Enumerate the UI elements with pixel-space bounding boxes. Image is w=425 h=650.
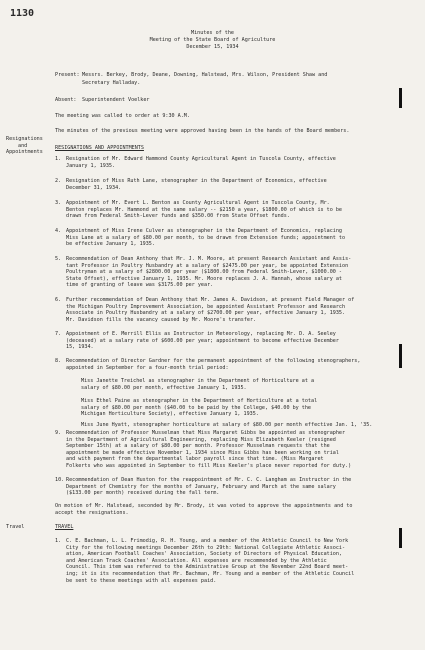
travel-title: TRAVEL	[55, 524, 74, 530]
item-line: drawn from Federal Smith-Lever funds and $350.00 from State Offset funds.	[66, 213, 290, 220]
item-text	[66, 156, 336, 169]
item-number: 1.	[55, 538, 62, 544]
item-line: September 15th) at a salary of $80.00 per month. Professor Musselman requests that the	[66, 443, 330, 450]
section-title: RESIGNATIONS AND APPOINTMENTS	[55, 145, 144, 151]
present-line: Secretary Halladay.	[82, 80, 141, 86]
item-line: Folkerts who was appointed in September to fill Miss Keeler's place never reported for duty.)	[66, 462, 352, 469]
item-text	[66, 228, 345, 248]
item-line: Mr. Davidson fills the vacancy caused by Mr. Moore's transfer.	[66, 316, 257, 323]
binding-mark-top	[399, 88, 402, 108]
item-number: 9.	[55, 430, 62, 436]
item-line: Appointment of Miss Irene Culver as stenographer in the Department of Economics, replacing	[66, 228, 343, 234]
item-text	[66, 297, 354, 323]
item-line: Recommendation of Director Gardner for the permanent appointment of the following stenographers,	[66, 358, 361, 364]
header-line: Meeting of the State Board of Agriculture	[149, 37, 276, 43]
binding-mark-bottom	[399, 528, 402, 548]
item-line: ing; it is its recommendation that Mr. Bachman, Mr. Young and a member of the Athletic Council	[66, 570, 355, 577]
item-line: Council. This item was referred to the Administrative Group at the November 22nd Board meet-	[66, 564, 349, 571]
motion-line: On motion of Mr. Halstead, seconded by Mr. Brody, it was voted to approve the appointments and to	[55, 503, 353, 509]
motion-text	[55, 503, 352, 516]
item-number: 10.	[55, 477, 65, 483]
item-text	[66, 430, 351, 470]
item-line: State Offset), effective January 1, 1935. Mr. Moore replaces J. A. Hannah, whose salary at	[66, 275, 343, 282]
item-line: Miss Janette Treichel as stenographer in the Department of Horticulture at a	[81, 378, 315, 384]
item-line: be effective January 1, 1935.	[66, 241, 155, 248]
item-text	[66, 477, 351, 497]
item-line: City for the following meetings December 26th to 29th: National Collegiate Athletic Associ-	[66, 544, 346, 551]
item-line: 15, 1934.	[66, 344, 94, 351]
item-number: 7.	[55, 331, 62, 337]
item-line: Michigan Horticulture Society), effective January 1, 1935.	[81, 411, 259, 418]
item-line: Miss Ethel Paine as stenographer in the Department of Horticulture at a total	[81, 398, 318, 404]
item-line: Associate in Poultry Husbandry at a salary of $2700.00 per year, effective January 1, 1935.	[66, 310, 346, 317]
present-label: Present:	[55, 72, 80, 78]
page-number: 1130	[10, 8, 35, 19]
item-number: 1.	[55, 156, 62, 162]
called-to-order: The meeting was called to order at 9:30 A.M.	[55, 113, 190, 119]
item-line: appointed in September for a four-month trial period:	[66, 364, 229, 371]
header-line: Minutes of the	[191, 30, 234, 36]
side-heading-resignations	[6, 136, 43, 156]
item-line: Benton replaces Mr. Hammond at the same salary -- $2150 a year, $1800.00 of which is to be	[66, 206, 343, 213]
item8-subitem	[81, 422, 372, 429]
item-text	[66, 256, 351, 289]
item-line: Recommendation of Professor Musselman that Miss Margaret Gibbs be appointed as stenographer	[66, 430, 346, 436]
item-line: and with payment from the departmental labor payroll since that time. (Miss Margaret	[66, 456, 324, 463]
item-line: Department of Chemistry for the months of January, February and March at the same salary	[66, 483, 336, 490]
item-line: appointment be made effective November 1, 1934 since Miss Gibbs has been working on trial	[66, 449, 339, 456]
item-text	[66, 331, 339, 351]
item-line: ation, American Football Coaches' Association, Society of Directors of Physical Education,	[66, 551, 343, 558]
item-line: salary of $80.00 per month ($40.00 to be paid by the College, $40.00 by the	[81, 404, 312, 411]
item-line: January 1, 1935.	[66, 162, 116, 169]
item-line: Further recommendation of Dean Anthony that Mr. James A. Davidson, at present Field Manager of	[66, 297, 355, 303]
item-number: 3.	[55, 200, 62, 206]
item-line: ($133.00 per month) received during the fall term.	[66, 490, 220, 497]
item-text	[66, 200, 342, 220]
item-line: Recommendation of Dean Anthony that Mr. J. M. Moore, at present Research Assistant and Assis-	[66, 256, 352, 262]
item-number: 6.	[55, 297, 62, 303]
absent-label: Absent:	[55, 97, 77, 103]
item-text	[66, 178, 327, 191]
side-heading-line: Resignations	[6, 136, 43, 142]
item-line: Resignation of Mr. Edward Hammond County Agricultural Agent in Tuscola County, effective	[66, 156, 336, 162]
item-line: Appointment of Mr. Evert L. Benton as County Agricultural Agent in Tuscola County, Mr.	[66, 200, 330, 206]
item-line: time of granting of leave was $3175.00 per year.	[66, 282, 214, 289]
item-line: and American Track Coaches' Association. All expenses are recommended by the Athletic	[66, 557, 327, 564]
item-line: Poultryman at a salary of $2800.00 per year ($1800.00 from Federal Smith-Lever, $1000.00 -	[66, 269, 343, 276]
item-line: (deceased) at a salary rate of $600.00 per year; appointment to become effective December	[66, 337, 339, 344]
item-line: be sent to these meetings with all expenses paid.	[66, 577, 217, 584]
item-number: 8.	[55, 358, 62, 364]
item-line: salary of $80.00 per month, effective January 1, 1935.	[81, 384, 247, 391]
item-line: Appointment of E. Merrill Ellis as Instructor in Meteorology, replacing Mr. D. A. Seeley	[66, 331, 336, 337]
present-line: Messrs. Berkey, Brody, Deane, Downing, Halstead, Mrs. Wilson, President Shaw and	[82, 72, 328, 78]
item-line: C. E. Bachman, L. L. Frimodig, R. H. Young, and a member of the Athletic Council to New York	[66, 538, 349, 544]
item-line: Miss June Hyatt, stenographer horticulture at salary of $80.00 per month effective Jan. 1, '35.	[81, 422, 373, 428]
item-line: the Michigan Poultry Improvement Association, be appointed Assistant Professor and Research	[66, 303, 346, 310]
motion-line: accept the resignations.	[55, 509, 129, 516]
side-heading-travel: Travel	[6, 524, 25, 530]
binding-mark-middle	[399, 344, 402, 368]
item-number: 4.	[55, 228, 62, 234]
travel-item-text	[66, 538, 354, 584]
item8-subitem	[81, 398, 317, 418]
item-text	[66, 358, 360, 371]
item-line: Miss Lane at a salary of $80.00 per month, to be drawn from Extension funds; appointment to	[66, 234, 346, 241]
item-line: in the Department of Agricultural Engineering, replacing Miss Elizabeth Keeler (resigned	[66, 436, 336, 443]
item8-subitem	[81, 378, 314, 391]
header-line: December 15, 1934	[186, 44, 239, 50]
item-line: Recommendation of Dean Huston for the reappointment of Mr. C. C. Langham as Instructor in the	[66, 477, 352, 483]
side-heading-line: Appointments	[6, 149, 43, 156]
absent-text: Superintendent Voelker	[82, 97, 150, 103]
minutes-approved: The minutes of the previous meeting were approved having been in the hands of the Board members.	[55, 128, 350, 134]
item-line: Resignation of Miss Ruth Lane, stenographer in the Department of Economics, effective	[66, 178, 327, 184]
item-line: December 31, 1934.	[66, 184, 122, 191]
item-number: 5.	[55, 256, 62, 262]
item-line: tant Professor in Poultry Husbandry at a salary of $2475.00 per year, be appointed Extension	[66, 262, 349, 269]
item-number: 2.	[55, 178, 62, 184]
side-heading-line: and	[18, 142, 28, 149]
